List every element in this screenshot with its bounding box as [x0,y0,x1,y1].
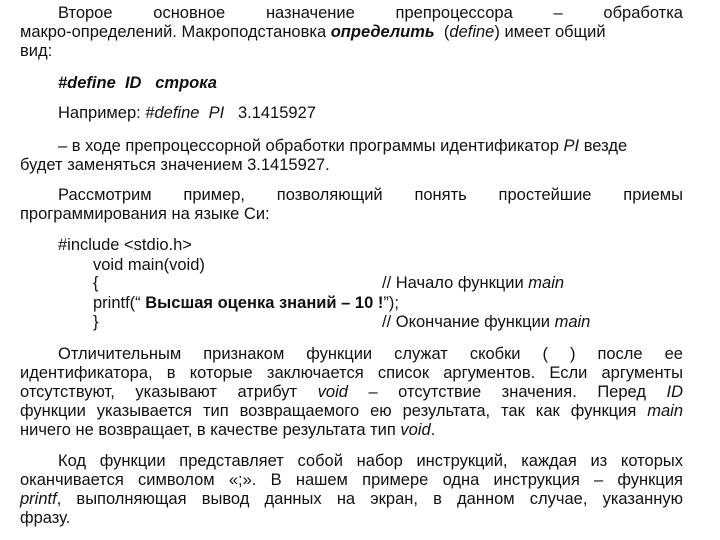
word: назначение [265,4,355,22]
word: функции [306,345,373,363]
term-main: main [647,402,683,420]
printf-string: Высшая оценка знаний – 10 ! [145,294,384,312]
text-line [20,402,683,421]
code-close-brace: } [93,313,99,331]
text-run: – в ходе препроцессорной обработки программы идентификатор [58,137,564,155]
text-line [20,383,683,402]
text-line: идентификатора, в которые заключается список аргументов. Если аргументы [20,364,683,382]
paragraph-function-signature [20,345,683,440]
term-pi: PI [563,137,580,155]
paragraph-example-intro [20,186,683,224]
term-define: define [449,23,495,41]
text-line [20,490,683,509]
word: основное [153,4,226,22]
code-main-decl: void main(void) [93,256,205,274]
printf-open: printf(“ [93,294,146,312]
word: приемы [623,186,683,204]
word: Отличительным [58,345,182,363]
code-printf [93,294,399,313]
example-directive: #define PI [145,104,225,122]
text-line: вид: [20,42,53,60]
term-printf: printf [20,490,57,508]
text-run: макро-определений. Макроподстановка [20,23,331,41]
text-run: – отсутствие значения. Перед [347,383,667,401]
text-line: оканчивается символом «;». В нашем примере одна инструкция – функция [20,471,683,489]
word: после [597,345,643,363]
word: Рассмотрим [58,186,152,204]
code-comment-start [382,274,564,293]
comment-text: // Начало функции [382,274,529,292]
word: Второе [58,4,113,22]
word: ) [569,345,576,363]
word: обработка [603,4,683,22]
comment-fn-name: main [528,274,565,292]
word: пример, [183,186,245,204]
word: признаком [203,345,285,363]
paragraph-define-purpose [20,4,683,61]
word: позволяющий [276,186,383,204]
word: понять [414,186,467,204]
term-define-ru: определить [330,23,435,41]
text-line [20,345,683,364]
example-value: 3.1415927 [224,104,316,122]
text-line [20,186,683,205]
text-run: , выполняющая вывод данных на экран, в данном случае, указанную [56,490,683,508]
comment-text: // Окончание функции [382,313,555,331]
comment-fn-name: main [554,313,591,331]
word: ( [542,345,548,363]
text-line [58,104,720,123]
text-line: фразу. [20,509,71,527]
text-line: программирования на языке Си: [20,205,270,223]
text-line [20,421,683,440]
text-line [20,23,683,42]
paragraph-pi-replacement [20,137,683,175]
example-line [58,104,720,123]
text-line [20,137,683,156]
define-keyword: #define [58,74,116,92]
text-run: везде [579,137,628,155]
word: ее [664,345,683,363]
word: простейшие [498,186,592,204]
term-void: void [400,421,431,439]
text-run: ничего не возвращает, в качестве результата тип [20,421,401,439]
paragraph-function-body [20,452,683,528]
text-line [58,74,720,93]
code-include: #include <stdio.h> [58,236,192,254]
text-line [20,4,683,23]
word: служат [394,345,448,363]
word: скобки [469,345,521,363]
word: препроцессора [395,4,513,22]
text-line: будет заменяться значением 3.1415927. [20,156,330,174]
code-open-brace: { [93,274,99,292]
code-comment-end [382,313,590,332]
term-void: void [317,383,348,401]
text-run: . [430,421,436,439]
define-string: строка [155,74,217,92]
term-id: ID [666,383,683,401]
text-run: ) имеет общий [494,23,606,41]
text-line: Код функции представляет собой набор инструкций, каждая из которых [58,452,683,470]
printf-close: ”); [383,294,399,312]
text-run: функции указывается тип возвращаемого ею результата, так как функция [20,402,648,420]
text-run: отсутствуют, указывают атрибут [20,383,318,401]
define-id: ID [124,74,142,92]
word: – [553,4,563,22]
define-syntax-line [58,74,720,93]
text-run: ( [434,23,450,41]
example-prefix: Например: [58,104,146,122]
